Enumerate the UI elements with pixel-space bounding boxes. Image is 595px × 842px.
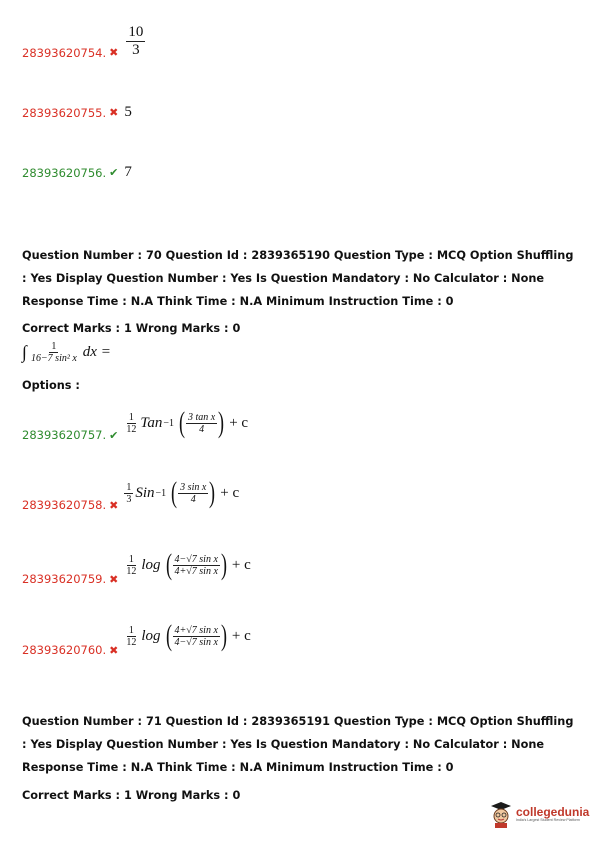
function-exponent: −1 <box>163 417 174 429</box>
function-exponent: −1 <box>155 487 167 499</box>
option-row <box>22 615 251 657</box>
option-id: 28393620759. <box>22 572 107 586</box>
function-name: log <box>141 627 161 644</box>
check-icon: ✔ <box>109 167 119 179</box>
coefficient-numerator: 1 <box>126 481 132 493</box>
argument-denominator: 4 <box>199 423 205 435</box>
option-row <box>22 104 132 121</box>
coefficient <box>124 482 133 505</box>
option-id: 28393620760. <box>22 643 107 657</box>
function-name: log <box>141 556 161 573</box>
integrand-denominator: 16−7 sin² x <box>30 353 77 364</box>
argument-denominator: 4+√7 sin x <box>174 565 218 577</box>
question-metadata: Question Number : 70 Question Id : 2839365190 Question Type : MCQ Option Shuffling : Yes Display Question Number : Yes Is Question Mandatory : No Calculator : None Response Time : N.A Think Time : N.A Minimum Instruction Time : 0 <box>22 249 574 308</box>
argument-fraction <box>173 554 220 577</box>
coefficient <box>124 625 138 648</box>
logo-name: collegedunia <box>516 804 590 819</box>
coefficient-denominator: 3 <box>126 493 132 505</box>
option-id: 28393620757. <box>22 428 107 442</box>
argument-numerator: 3 tan x <box>187 411 216 423</box>
function-name: Sin <box>135 484 155 501</box>
logo-tagline: India's Largest Student Review Platform <box>516 817 580 822</box>
option-value: 7 <box>124 164 132 180</box>
integrand-fraction <box>29 341 79 364</box>
collegedunia-logo <box>489 800 589 828</box>
argument-numerator: 4+√7 sin x <box>174 624 218 636</box>
option-row <box>22 404 248 442</box>
option-tail: + c <box>231 556 251 573</box>
question-marks: Correct Marks : 1 Wrong Marks : 0 <box>22 322 241 335</box>
check-icon: ✔ <box>109 429 119 442</box>
argument-numerator: 3 sin x <box>180 481 207 493</box>
option-tail: + c <box>220 484 240 501</box>
option-value-fraction <box>126 24 145 58</box>
coefficient <box>124 554 138 577</box>
argument-numerator: 4−√7 sin x <box>174 553 218 565</box>
integral-tail: dx = <box>82 344 111 360</box>
coefficient-numerator: 1 <box>128 411 134 423</box>
option-id: 28393620756. <box>22 165 107 180</box>
option-value: 5 <box>124 104 132 120</box>
option-row <box>22 22 145 60</box>
coefficient-denominator: 12 <box>126 423 137 435</box>
coefficient-denominator: 12 <box>126 565 137 577</box>
options-label: Options : <box>22 379 80 392</box>
cross-icon: ✖ <box>109 107 119 119</box>
option-expression: $\frac{1}{3}$ Sin −1 ( $\frac{\text{3 sin x}}{4}$ ) + c <box>126 476 240 509</box>
question-marks: Correct Marks : 1 Wrong Marks : 0 <box>22 789 241 802</box>
option-id: 28393620754. <box>22 46 107 60</box>
option-expression: $\frac{1}{12}$ Tan −1 ( $\frac{\text{3 tan x}}{4}$ ) + c <box>126 406 249 439</box>
coefficient-denominator: 12 <box>126 636 137 648</box>
integrand-numerator: 1 <box>51 341 57 352</box>
argument-fraction <box>186 412 217 435</box>
coefficient <box>124 412 138 435</box>
option-id: 28393620755. <box>22 105 107 120</box>
fraction-numerator: 10 <box>128 24 144 40</box>
cross-icon: ✖ <box>109 573 119 586</box>
option-row <box>22 164 132 181</box>
cross-icon: ✖ <box>109 499 119 512</box>
option-id: 28393620758. <box>22 498 107 512</box>
cross-icon: ✖ <box>109 644 119 657</box>
option-expression: $\frac{1}{12}$ log ( $\frac{\text{4+√7 sin x}}{\text{4−√7 sin x}}$ ) + c <box>126 619 251 652</box>
question-expression <box>22 341 111 364</box>
integral-sign: ∫ <box>22 342 27 362</box>
option-expression: $\frac{1}{12}$ log ( $\frac{\text{4−√7 sin x}}{\text{4+√7 sin x}}$ ) + c <box>126 548 251 581</box>
argument-fraction <box>173 625 220 648</box>
function-name: Tan <box>140 414 163 431</box>
option-row <box>22 474 239 512</box>
fraction-denominator: 3 <box>132 41 140 58</box>
mascot-icon <box>489 800 513 828</box>
option-tail: + c <box>231 627 251 644</box>
argument-denominator: 4−√7 sin x <box>174 636 218 648</box>
option-tail: + c <box>229 414 249 431</box>
coefficient-numerator: 1 <box>128 553 134 565</box>
argument-fraction <box>178 482 208 505</box>
option-row <box>22 544 251 586</box>
question-metadata: Question Number : 71 Question Id : 2839365191 Question Type : MCQ Option Shuffling : Yes Display Question Number : Yes Is Question Mandatory : No Calculator : None Response Time : N.A Think Time : N.A Minimum Instruction Time : 0 <box>22 715 574 774</box>
cross-icon: ✖ <box>109 46 119 59</box>
argument-denominator: 4 <box>190 493 196 505</box>
coefficient-numerator: 1 <box>128 624 134 636</box>
